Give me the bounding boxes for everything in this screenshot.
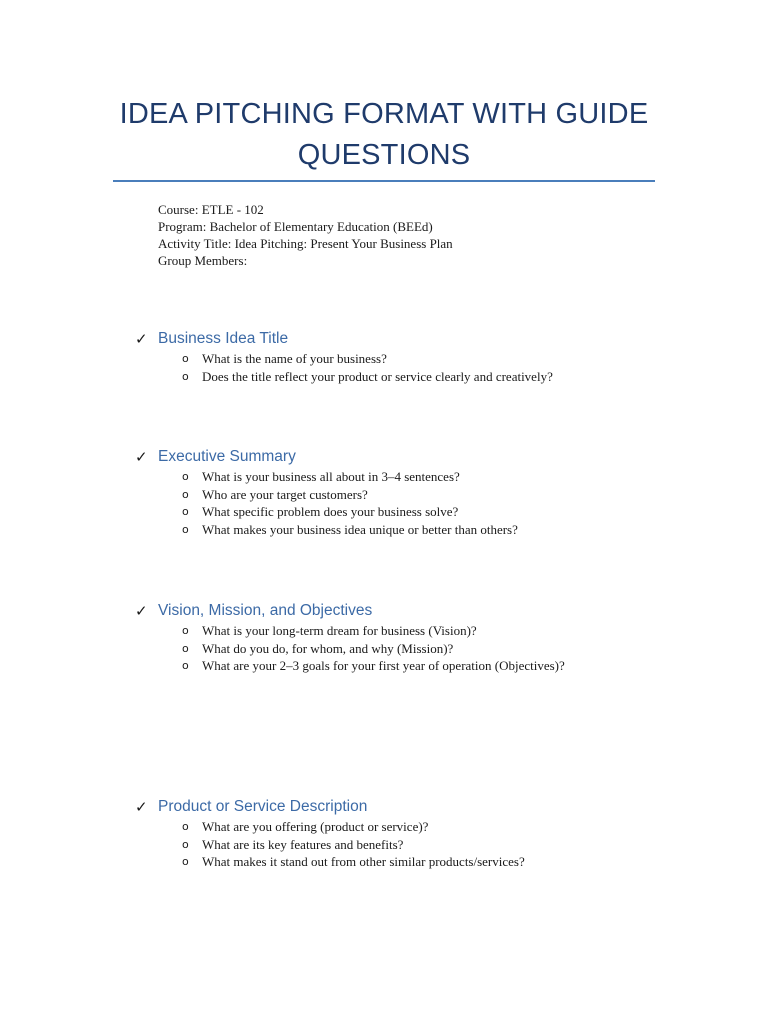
question-list <box>135 468 695 539</box>
question-item <box>135 818 695 836</box>
circle-bullet-icon: o <box>182 523 189 537</box>
question-list <box>135 818 695 871</box>
circle-bullet-icon: o <box>182 352 189 365</box>
course-info <box>158 201 453 269</box>
question-text: What makes it stand out from other similar products/services? <box>202 854 525 870</box>
question-item <box>135 486 695 504</box>
question-text: What is your long-term dream for business (Vision)? <box>202 623 477 638</box>
question-item <box>135 368 695 386</box>
circle-bullet-icon: o <box>182 505 189 519</box>
program-line: Program: Bachelor of Elementary Education (BEEd) <box>158 219 433 234</box>
title-divider <box>113 180 655 182</box>
circle-bullet-icon: o <box>182 487 189 501</box>
circle-bullet-icon: o <box>182 369 189 383</box>
course-line: Course: ETLE - 102 <box>158 202 264 217</box>
activity-title-line: Activity Title: Idea Pitching: Present Your Business Plan <box>158 236 453 251</box>
question-text: What is your business all about in 3–4 sentences? <box>202 469 460 484</box>
question-list <box>135 622 695 675</box>
section-heading: Vision, Mission, and Objectives <box>158 602 373 619</box>
section-executive-summary <box>135 446 695 539</box>
page-title: IDEA PITCHING FORMAT WITH GUIDE QUESTIONS <box>119 98 649 171</box>
section-business-idea-title <box>135 328 695 385</box>
section-heading: Product or Service Description <box>158 798 368 815</box>
section-heading: Executive Summary <box>158 448 296 465</box>
circle-bullet-icon: o <box>182 624 189 637</box>
checkmark-icon: ✓ <box>135 602 148 620</box>
question-item <box>135 836 695 854</box>
section-heading: Business Idea Title <box>158 330 289 347</box>
checkmark-icon: ✓ <box>135 798 148 816</box>
section-vision-mission-objectives <box>135 600 695 675</box>
question-text: What are you offering (product or service)? <box>202 819 429 834</box>
question-text: What specific problem does your business solve? <box>202 504 459 520</box>
question-item <box>135 622 695 640</box>
question-text: What are your 2–3 goals for your first year of operation (Objectives)? <box>202 658 565 674</box>
question-item <box>135 657 695 675</box>
checkmark-icon: ✓ <box>135 448 148 466</box>
question-item <box>135 640 695 658</box>
question-item <box>135 503 695 521</box>
question-item <box>135 350 695 368</box>
question-text: Does the title reflect your product or service clearly and creatively? <box>202 368 553 384</box>
question-list <box>135 350 695 385</box>
question-text: What makes your business idea unique or better than others? <box>202 522 518 538</box>
circle-bullet-icon: o <box>182 659 189 673</box>
question-text: Who are your target customers? <box>202 486 368 502</box>
question-item <box>135 521 695 539</box>
question-text: What is the name of your business? <box>202 351 387 366</box>
circle-bullet-icon: o <box>182 641 189 655</box>
question-item <box>135 468 695 486</box>
checkmark-icon: ✓ <box>135 330 148 348</box>
circle-bullet-icon: o <box>182 820 189 833</box>
question-text: What are its key features and benefits? <box>202 836 404 852</box>
question-item <box>135 853 695 871</box>
circle-bullet-icon: o <box>182 855 189 869</box>
circle-bullet-icon: o <box>182 837 189 851</box>
section-product-service-description <box>135 796 695 871</box>
question-text: What do you do, for whom, and why (Mission)? <box>202 640 454 656</box>
circle-bullet-icon: o <box>182 470 189 483</box>
group-members-line: Group Members: <box>158 253 248 268</box>
